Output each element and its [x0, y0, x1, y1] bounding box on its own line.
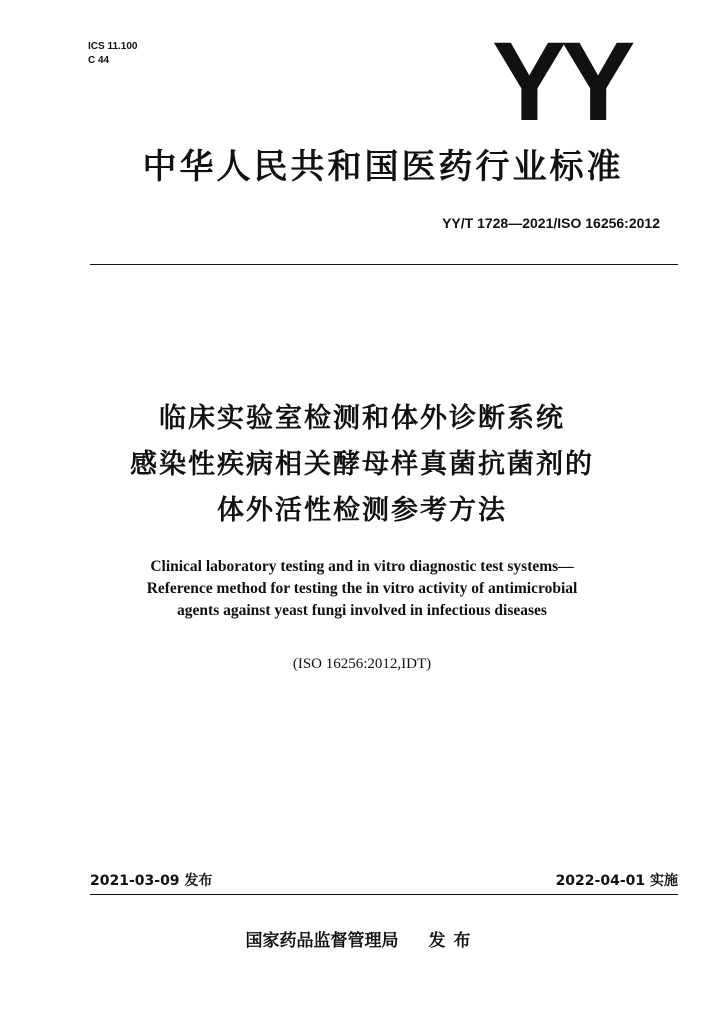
standard-number: YY/T 1728—2021/ISO 16256:2012: [442, 215, 660, 231]
top-divider: [90, 264, 678, 265]
chinese-title-line-1: 临床实验室检测和体外诊断系统: [159, 403, 565, 434]
english-title-line-1: Clinical laboratory testing and in vitro diagnostic test systems—: [150, 558, 574, 575]
implementation-date: 2022-04-01 实施: [555, 873, 678, 889]
iso-equivalence: (ISO 16256:2012,IDT): [292, 656, 432, 672]
issue-date: 2021-03-09 发布: [90, 873, 213, 889]
ics-code: ICS 11.100: [88, 41, 138, 52]
yy-standard-logo: YY: [492, 19, 630, 144]
publisher-action: 发布: [428, 931, 479, 951]
english-title: [60, 556, 664, 622]
standard-category-title: 中华人民共和国医药行业标准: [142, 147, 624, 187]
chinese-title-line-2: 感染性疾病相关酵母样真菌抗菌剂的: [130, 449, 594, 480]
bottom-divider: [90, 894, 678, 895]
classification-codes: [88, 40, 137, 68]
publisher-line: [60, 930, 664, 952]
ccs-code: C 44: [88, 55, 110, 66]
chinese-title-line-3: 体外活性检测参考方法: [217, 495, 507, 526]
english-title-line-2: Reference method for testing the in vitro activity of antimicrobial: [146, 580, 578, 597]
chinese-title: [60, 396, 664, 534]
english-title-line-3: agents against yeast fungi involved in infectious diseases: [177, 602, 547, 619]
publisher-name: 国家药品监督管理局: [245, 931, 399, 951]
